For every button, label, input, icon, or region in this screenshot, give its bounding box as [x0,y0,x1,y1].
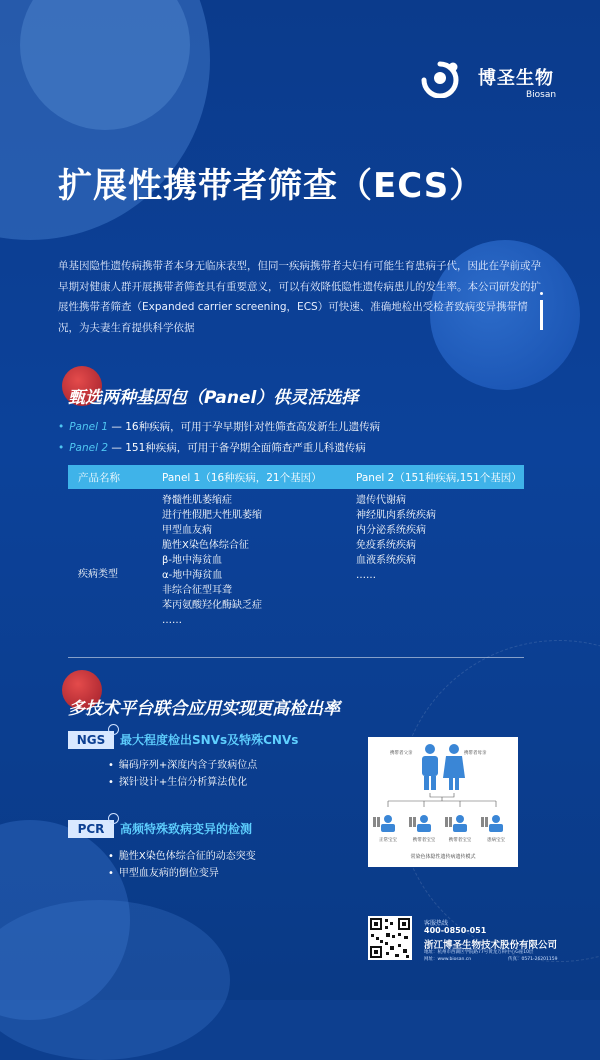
ring-icon [108,813,119,824]
table-cell: 甲型血友病 [162,525,212,536]
info-mark-icon [540,292,543,330]
list-item [108,848,256,865]
panel2-disease-list [356,493,436,583]
list-item-text: 甲型血友病的倒位变异 [118,868,219,879]
pcr-bullets [108,848,256,882]
child-label: 患病宝宝 [487,838,505,843]
table-row [68,489,524,658]
table-cell: 脊髓性肌萎缩症 [162,495,232,506]
child-label: 正常宝宝 [379,838,397,843]
child-figure-icon [373,815,395,832]
brand-name-en: Biosan [526,90,557,100]
panel-desc: — 16种疾病，可用于孕早期针对性筛查高发新生儿遗传病 [108,421,381,433]
qr-code-icon[interactable] [368,916,412,960]
panel-name: Panel 1 [69,421,109,433]
table-cell: β-地中海贫血 [162,555,222,566]
section-title-panels: 甄选两种基因包（Panel）供灵活选择 [68,388,359,408]
pcr-headline: 高频特殊致病变异的检测 [120,822,253,836]
intro-paragraph: 单基因隐性遗传病携带者本身无临床表型，但同一疾病携带者夫妇有可能生育患病子代，因此在孕前或孕早期对健康人群开展携带者筛查具有重要意义，可以有效降低隐性遗传病患儿的发生率。本公司研发的扩展性携带者筛查（Expanded carrier screening，ECS）可快速、准确地检出受检者致病变异携带情况，为夫妻生育提供科学依据 [58,260,541,334]
header-product: 产品名称 [78,471,120,484]
bullet-dot-icon: • [58,442,65,454]
pcr-tag: PCR [68,820,114,838]
child-label: 携带者宝宝 [412,838,436,843]
hotline-number[interactable]: 400-0850-051 [424,926,487,935]
mother-label: 携带者母亲 [464,751,487,756]
bullet-dot-icon: • [108,777,114,788]
list-item [108,757,257,774]
header-panel2: Panel 2（151种疾病,151个基因） [356,471,522,484]
ngs-tag: NGS [68,731,114,749]
table-cell: 血液系统疾病 [356,555,416,566]
brand-name-cn: 博圣生物 [478,68,554,89]
child-label: 携带者宝宝 [448,838,472,843]
child-figure-icon [445,815,467,832]
bullet-dot-icon: • [108,851,114,862]
panel1-disease-list [162,493,262,628]
child-figure-icon [409,815,431,832]
company-fax: 传真：0571-26201159 [508,957,558,962]
biosan-logo-icon [420,58,460,98]
table-cell: …… [356,570,376,581]
table-cell: 非综合征型耳聋 [162,585,232,596]
list-item-text: 探针设计+生信分析算法优化 [118,777,248,788]
company-name: 浙江博圣生物技术股份有限公司 [424,940,558,951]
table-cell: 内分泌系统疾病 [356,525,426,536]
father-label: 携带者父亲 [390,751,413,756]
ngs-headline: 最大程度检出SNVs及特殊CNVs [120,733,299,747]
child-figure-icon [481,815,503,832]
table-cell: 脆性X染色体综合征 [162,540,249,551]
panel-bullets [58,417,380,459]
bullet-dot-icon: • [108,760,114,771]
table-cell: …… [162,615,182,626]
inheritance-diagram-graphic [368,737,518,867]
mother-figure-icon [443,744,465,790]
list-item-text: 脆性X染色体综合征的动态突变 [118,851,256,862]
father-figure-icon [422,744,438,790]
list-item [58,438,380,459]
panel-table [68,465,524,658]
row-label: 疾病类型 [78,569,118,580]
table-cell: 遗传代谢病 [356,495,406,506]
list-item [108,865,256,882]
company-website[interactable]: 网址：www.biosan.cn [424,957,472,962]
table-header [68,465,524,489]
ngs-bullets [108,757,257,791]
panel-desc: — 151种疾病，可用于备孕期全面筛查严重儿科遗传病 [108,442,366,454]
ring-icon [108,724,119,735]
inheritance-diagram [368,737,518,867]
table-cell: 苯丙氨酸羟化酶缺乏症 [162,600,262,611]
table-cell: 免疫系统疾病 [356,540,416,551]
panel-name: Panel 2 [69,442,109,454]
table-cell: α-地中海贫血 [162,570,223,581]
table-cell: 神经肌肉系统疾病 [356,510,436,521]
diagram-caption: 常染色体隐性遗传病遗传模式 [410,854,476,860]
list-item [108,774,257,791]
bullet-dot-icon: • [58,421,65,433]
header-panel1: Panel 1（16种疾病，21个基因） [162,471,322,484]
brand-logo [420,58,590,98]
list-item [58,417,380,438]
list-item-text: 编码序列+深度内含子致病位点 [118,760,258,771]
company-address: 地址：杭州市西湖区学院路77号黄龙万科中心G座10层 [424,950,534,955]
footer-contact [368,916,558,966]
page-title: 扩展性携带者筛查（ECS） [58,166,485,206]
table-cell: 进行性假肥大性肌萎缩 [162,510,262,521]
hotline-label: 客服热线 [424,920,449,927]
bullet-dot-icon: • [108,868,114,879]
section-title-platforms: 多技术平台联合应用实现更高检出率 [68,699,340,719]
